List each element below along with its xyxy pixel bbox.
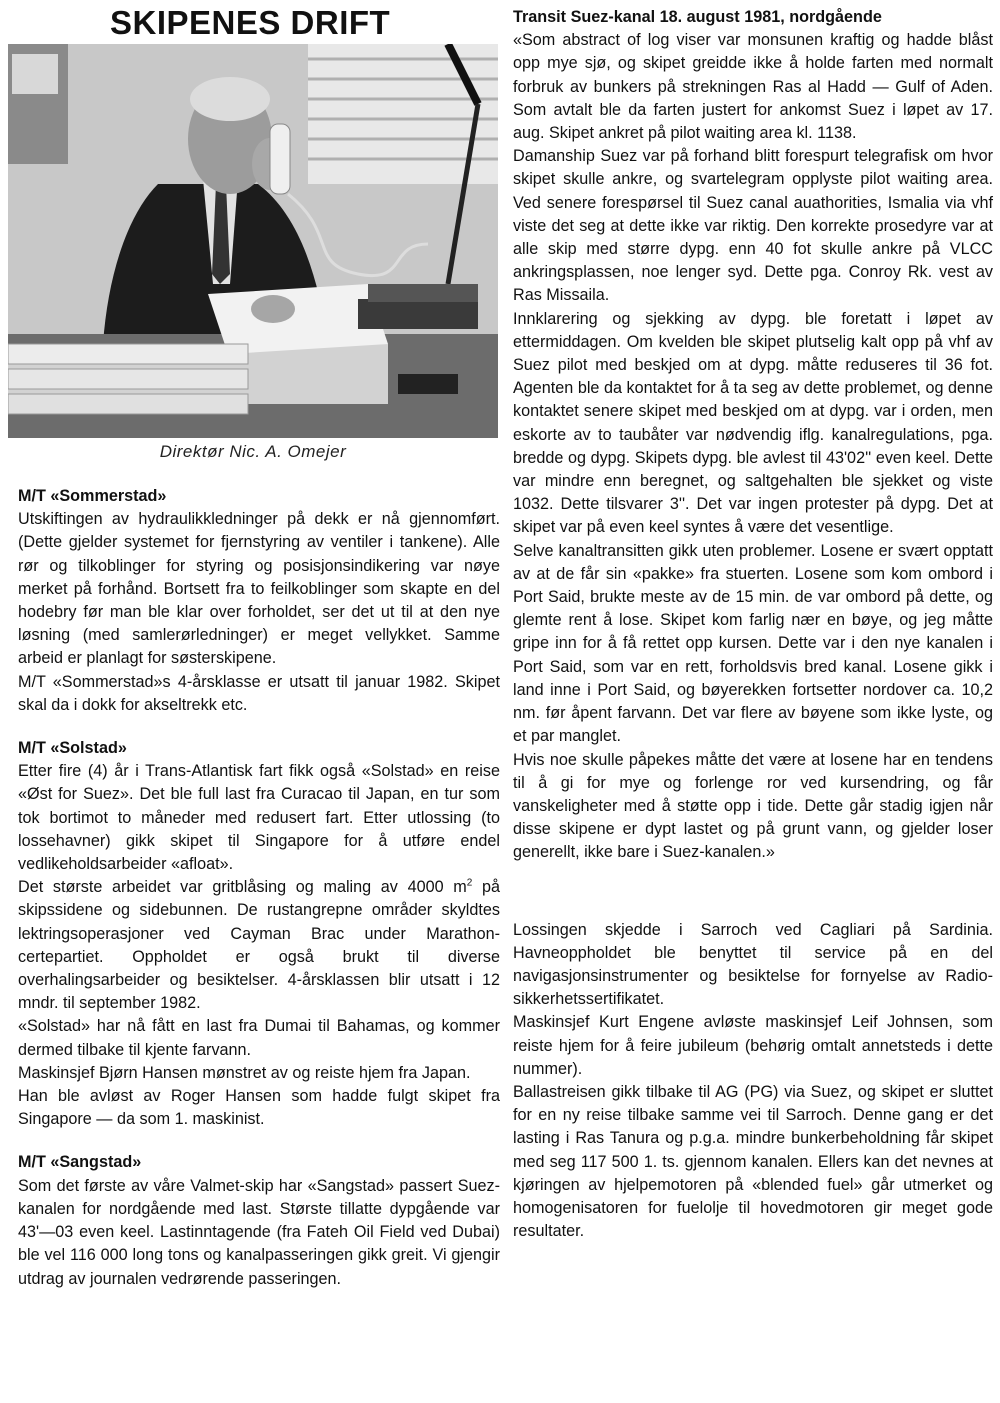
paragraph: Damanship Suez var på forhand blitt forespurt telegrafisk om hvor skipet skulle ankre, og svartelegram opplyste pilot waiting area. Ved senere forespørsel til Suez canal auathorities, Ismalia via vhf viste det seg at dette ikke var riktig. Den korrekte prosedyre var at alle skip med større dypg. enn 40 fot skulle ankre på VLCC ankringsplassen, noe lenger syd. Dette pga. Conroy Rk. vest av Ras Missaila. xyxy=(513,147,993,305)
paragraph: Innklarering og sjekking av dypg. ble foretatt i løpet av ettermiddagen. Om kvelden ble skipet plutselig kalt opp på vhf av Suez pilot med beskjed om at dypg. måtte reduseres til 36 fot. Agenten ble da kontaktet for å ta seg av dette problemet, og denne kontaktet senere skipet med beskjed om at dypg. var i orden, men eskorte av to taubåter var nødvendig iflg. kanalregulations, pga. bredde og dypg. Skipets dypg. ble avlest til 43'02'' even keel. Dette var mindre enn beregnet, og saltgehalten ble sjekket og viste 1032. Dette tilsvarer 3''. Det var ingen protester på dypg. Det at skipet var på even keel syntes å være det vesentlige. xyxy=(513,309,993,537)
paragraph: Etter fire (4) år i Trans-Atlantisk fart fikk også «Solstad» en reise «Øst for Suez». Det ble full last fra Curacao til Japan, en tur som tok bortimot to måneder med redusert fart. Etter utlossing (to lossehavner) gikk skipet til Singapore for å utføre endel vedlikeholdsarbeider «afloat». xyxy=(18,762,500,874)
paragraph: Hvis noe skulle påpekes måtte det være at losene har en tendens til å gi for mye og forlenge ror ved kursendring, og får vanskeligheter med å støtte opp i tide. Dette går stadig igjen når disse skipene er dypt lastet og på grunt vann, og gjelder loser generellt, ikke bare i Suez-kanalen.» xyxy=(513,750,993,862)
photo-caption: Direktør Nic. A. Omejer xyxy=(159,442,347,461)
heading-sangstad: M/T «Sangstad» xyxy=(18,1153,142,1172)
paragraph: Lossingen skjedde i Sarroch ved Cagliari på Sardinia. Havneoppholdet ble benyttet til service på en del navigasjonsinstrumenter og besiktelse for fornyelse av Radio-sikkerhetssertifikatet. xyxy=(513,920,993,1009)
page-title: SKIPENES DRIFT xyxy=(110,4,391,41)
paragraph: Maskinsjef Bjørn Hansen mønstret av og reiste hjem fra Japan. xyxy=(18,1063,471,1082)
paragraph: M/T «Sommerstad»s 4-årsklasse er utsatt til januar 1982. Skipet skal da i dokk for akseltrekk etc. xyxy=(18,672,500,714)
heading-transit-suez: Transit Suez-kanal 18. august 1981, nordgående xyxy=(513,8,882,26)
heading-sommerstad: M/T «Sommerstad» xyxy=(18,487,167,505)
paragraph: Som det første av våre Valmet-skip har «Sangstad» passert Suez-kanalen for nordgående med last. Største tillatte dypgående var 43'—03 even keel. Lastinntagende (fra Fateh Oil Field ved Dubai) ble vel 116 000 long tons og kanalpasseringen gikk greit. Vi gjengir utdrag av journalen vedrørende passeringen. xyxy=(18,1176,500,1288)
paragraph: Utskiftingen av hydraulikkledninger på dekk er nå gjennomført. (Dette gjelder systemet for fjernstyring av ventiler i tankene). Alle rør og tilkoblinger for styring og posisjonsindikering var nøye merket på forhånd. Bortsett fra to feilkoblinger som skapte en del hodebry før man ble klar over forholdet, ser det ut til at den nye løsning (med samlerørledninger) er meget vellykket. Samme arbeid er planlagt for søsterskipene. xyxy=(18,510,500,668)
right-column xyxy=(513,6,993,1243)
paragraph: «Som abstract of log viser var monsunen kraftig og hadde blåst opp mye sjø, og skipet greidde ikke å holde farten med normalt forbruk av bunkers på strekningen Ras al Hadd — Gulf of Aden. Som avtalt ble da farten justert for ankomst Suez i løpet av 17. aug. Skipet ankret på pilot waiting area kl. 1138. xyxy=(513,31,993,143)
paragraph: «Solstad» har nå fått en last fra Dumai til Bahamas, og kommer dermed tilbake til kjente farvann. xyxy=(18,1017,500,1059)
left-column xyxy=(18,485,500,1291)
paragraph: Selve kanaltransitten gikk uten problemer. Losene er svært opptatt av at de får sin «pakke» fra stuerten. Losene som kom ombord i Port Said, brukte meste av de 15 min. de var ombord på dette, og glemte rent å lose. Skipet kom farlig nær en bøye, og jeg måtte gripe inn for å få rettet opp kursen. Dette var i den nye kanalen i Port Said, som var en rett, forholdsvis bred kanal. Losene gikk i land inne i Port Said, og bøyerekken fortsetter nordover ca. 10,2 nm. før åpent farvann. Det var flere av bøyene som ikke lyste, og et par manglet. xyxy=(513,541,993,746)
paragraph: Maskinsjef Kurt Engene avløste maskinsjef Leif Johnsen, som reiste hjem for å feire jubileum (behørig omtalt annetsteds i dette nummer). xyxy=(513,1013,993,1078)
heading-solstad: M/T «Solstad» xyxy=(18,739,127,758)
paragraph: Det største arbeidet var gritblåsing og maling av 4000 $m^2$ på skipssidene og sidebunnen. De rustangrepne områder skyldtes lektringsoperasjoner ved Cayman Brac under Marathon-certepartiet. Oppholdet er også brukt til diverse overhalingsarbeider og besiktelser. 4-årsklassen blir utsatt i 12 mndr. til september 1982. xyxy=(18,877,500,1013)
paragraph: Han ble avløst av Roger Hansen som hadde fulgt skipet fra Singapore — da som 1. maskinist. xyxy=(18,1087,500,1129)
director-photo xyxy=(8,44,498,438)
paragraph: Ballastreisen gikk tilbake til AG (PG) via Suez, og skipet er sluttet for en ny reise tilbake samme vei til Sarroch. Denne gang er det lasting i Ras Tanura og p.g.a. mindre bunkerbeholdning får skipet med seg 117 500 1. ts. gjennom kanalen. Ellers kan det nevnes at kjøringen av hjelpemotoren på «blended fuel» går utmerket og homogenisatoren for fuelolje til hovedmotoren gir meget gode resultater. xyxy=(513,1082,993,1241)
